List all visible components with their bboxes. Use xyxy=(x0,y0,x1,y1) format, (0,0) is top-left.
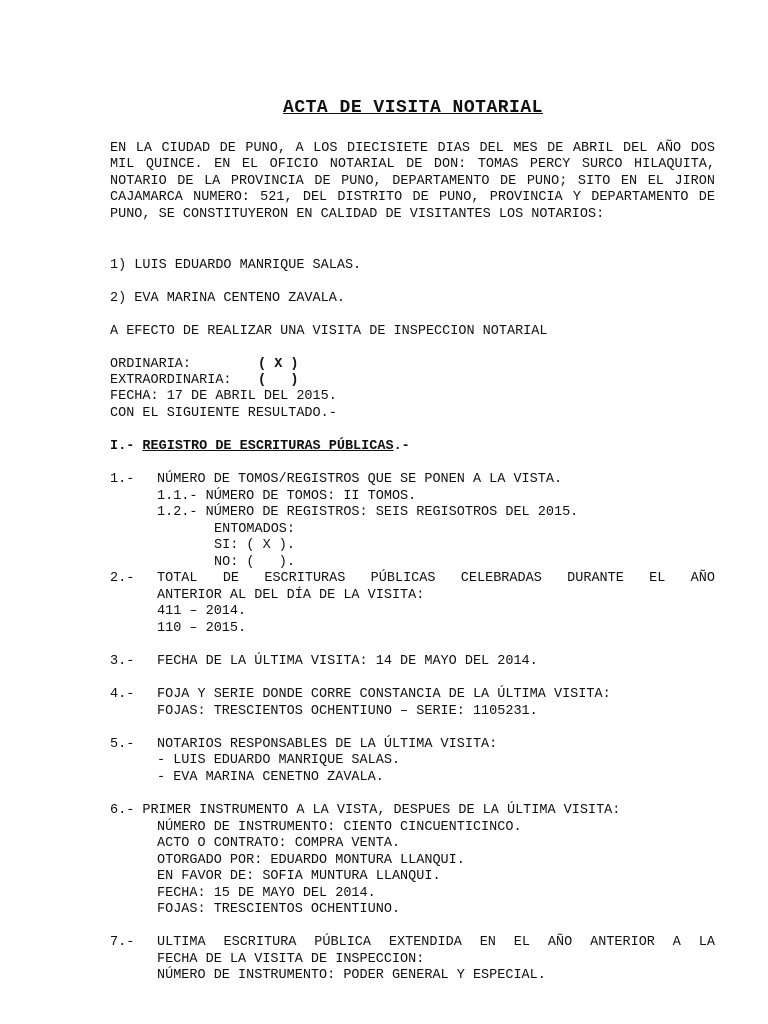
item-1-number: 1.- xyxy=(110,472,135,487)
item-2-number: 2.- xyxy=(110,571,135,586)
section-heading xyxy=(110,439,410,455)
item-6-instrument-number: NÚMERO DE INSTRUMENTO: CIENTO CINCUENTICINCO. xyxy=(157,820,522,835)
item-1-si: SI: ( X ). xyxy=(214,538,296,553)
item-1-no: NO: ( ). xyxy=(214,555,296,570)
item-7-number: 7.- xyxy=(110,935,135,950)
item-5-notary-2: - EVA MARINA CENETNO ZAVALA. xyxy=(157,770,384,785)
document-title: ACTA DE VISITA NOTARIAL xyxy=(283,98,543,118)
result-line: CON EL SIGUIENTE RESULTADO.- xyxy=(110,406,337,421)
item-6-text: 6.- PRIMER INSTRUMENTO A LA VISTA, DESPUES DE LA ÚLTIMA VISITA: xyxy=(110,803,621,818)
visitor-2: 2) EVA MARINA CENTENO ZAVALA. xyxy=(110,291,345,306)
item-1-text: NÚMERO DE TOMOS/REGISTROS QUE SE PONEN A LA VISTA. xyxy=(157,472,563,487)
item-6-act: ACTO O CONTRATO: COMPRA VENTA. xyxy=(157,836,401,851)
item-7-text-2: FECHA DE LA VISITA DE INSPECCION: xyxy=(157,952,425,967)
item-2-text-2: ANTERIOR AL DEL DÍA DE LA VISITA: xyxy=(157,588,425,603)
ordinary-label: ORDINARIA: xyxy=(110,357,192,372)
purpose-line: A EFECTO DE REALIZAR UNA VISITA DE INSPECCION NOTARIAL xyxy=(110,324,548,339)
section-title: REGISTRO DE ESCRITURAS PÚBLICAS xyxy=(142,439,394,454)
item-1-entomados: ENTOMADOS: xyxy=(214,522,296,537)
ordinary-mark: ( X ) xyxy=(258,357,299,372)
extraordinary-mark: ( ) xyxy=(258,373,299,388)
item-6-in-favor: EN FAVOR DE: SOFIA MUNTURA LLANQUI. xyxy=(157,869,441,884)
item-4-number: 4.- xyxy=(110,687,135,702)
item-4-fojas: FOJAS: TRESCIENTOS OCHENTIUNO – SERIE: 1105231. xyxy=(157,704,538,719)
item-5-notary-1: - LUIS EDUARDO MANRIQUE SALAS. xyxy=(157,753,401,768)
section-number: I.- xyxy=(110,439,135,454)
item-6-date: FECHA: 15 DE MAYO DEL 2014. xyxy=(157,886,376,901)
visit-date: FECHA: 17 DE ABRIL DEL 2015. xyxy=(110,389,337,404)
item-2-text-1: TOTAL DE ESCRITURAS PÚBLICAS CELEBRADAS DURANTE EL AÑO xyxy=(157,571,715,586)
section-suffix: .- xyxy=(393,439,410,454)
intro-paragraph: EN LA CIUDAD DE PUNO, A LOS DIECISIETE DIAS DEL MES DE ABRIL DEL AÑO DOS MIL QUINCE. EN EL OFICIO NOTARIAL DE DON: TOMAS PERCY SURCO HILAQUITA, NOTARIO DE LA PROVINCIA DE PUNO, DEPARTAMENTO DE PUNO; SITO EN EL JIRON CAJAMARCA NUMERO: 521, DEL DISTRITO DE PUNO, PROVINCIA Y DEPARTAMENTO DE PUNO, SE CONSTITUYERON EN CALIDAD DE VISITANTES LOS NOTARIOS: xyxy=(110,141,715,222)
item-1-1: 1.1.- NÚMERO DE TOMOS: II TOMOS. xyxy=(157,489,417,504)
item-2-value-2014: 411 – 2014. xyxy=(157,604,247,619)
item-3-text: FECHA DE LA ÚLTIMA VISITA: 14 DE MAYO DEL 2014. xyxy=(157,654,538,669)
item-6-fojas: FOJAS: TRESCIENTOS OCHENTIUNO. xyxy=(157,902,401,917)
item-7-instrument: NÚMERO DE INSTRUMENTO: PODER GENERAL Y ESPECIAL. xyxy=(157,968,546,983)
item-7-text-1: ULTIMA ESCRITURA PÚBLICA EXTENDIDA EN EL AÑO ANTERIOR A LA xyxy=(157,935,715,950)
item-6-granted-by: OTORGADO POR: EDUARDO MONTURA LLANQUI. xyxy=(157,853,465,868)
item-5-text: NOTARIOS RESPONSABLES DE LA ÚLTIMA VISITA: xyxy=(157,737,498,752)
item-2-value-2015: 110 – 2015. xyxy=(157,621,247,636)
visitor-1: 1) LUIS EDUARDO MANRIQUE SALAS. xyxy=(110,258,362,273)
item-1-2: 1.2.- NÚMERO DE REGISTROS: SEIS REGISOTROS DEL 2015. xyxy=(157,505,579,520)
extraordinary-label: EXTRAORDINARIA: xyxy=(110,373,232,388)
item-5-number: 5.- xyxy=(110,737,135,752)
item-3-number: 3.- xyxy=(110,654,135,669)
item-4-text: FOJA Y SERIE DONDE CORRE CONSTANCIA DE LA ÚLTIMA VISITA: xyxy=(157,687,611,702)
